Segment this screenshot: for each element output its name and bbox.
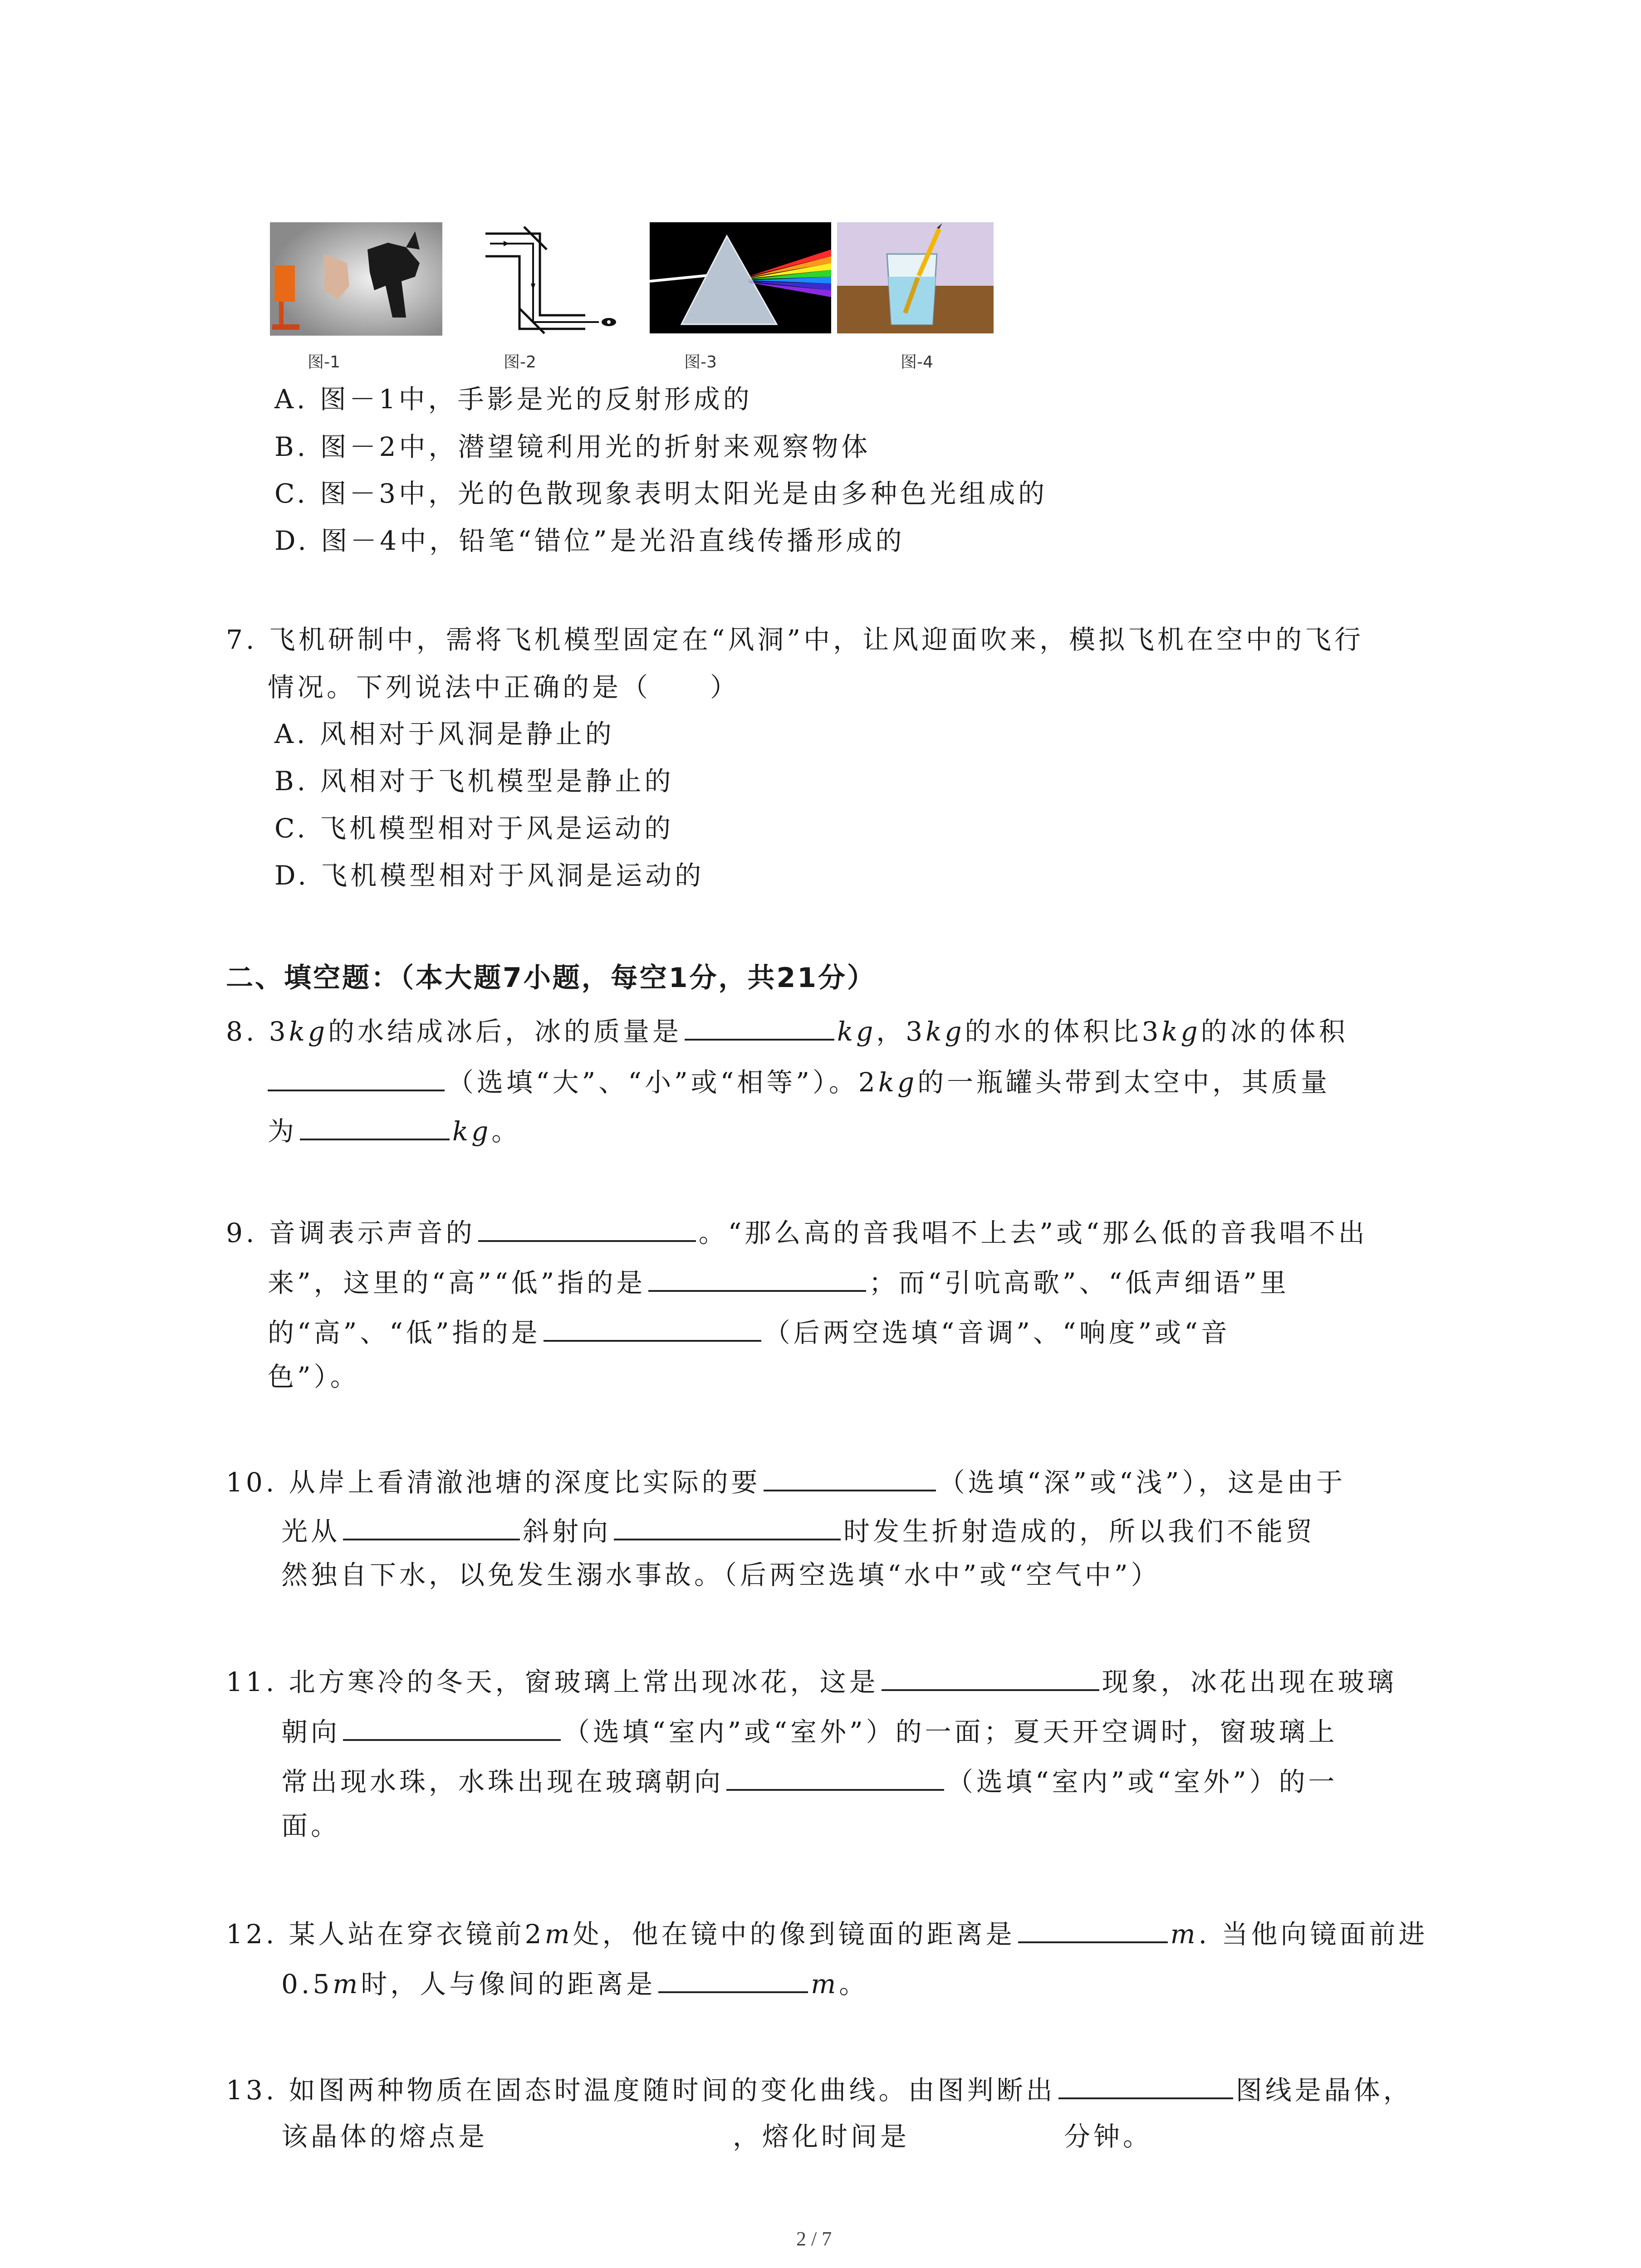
q9-line3: 的“高”、“低”指的是 （后两空选填“音调”、“响度”或“音 [268,1312,1230,1351]
q10-line1: 10. 从岸上看清澈池塘的深度比实际的要 （选填“深”或“浅”），这是由于 [226,1461,1346,1501]
figure-2-caption: 图-2 [504,353,536,371]
q11-blank-3[interactable] [726,1761,944,1791]
q9-blank-1[interactable] [478,1212,696,1242]
figure-1-hand-shadow [270,222,442,336]
q8-line2: （选填“大”、“小”或“相等”）。2kg的一瓶罐头带到太空中，其质量 [268,1061,1330,1100]
q10-line2: 光从 斜射向 时发生折射造成的，所以我们不能贸 [281,1510,1315,1549]
figure-3-caption: 图-3 [684,353,717,371]
q6-option-c: C. 图－3中，光的色散现象表明太阳光是由多种色光组成的 [274,478,1048,509]
q6-option-a: A. 图－1中，手影是光的反射形成的 [274,384,753,415]
q12-line2: 0.5m时，人与像间的距离是 m。 [281,1963,868,2002]
q8-blank-1[interactable] [685,1011,834,1041]
q10-blank-2[interactable] [343,1510,520,1540]
q6-option-d: D. 图－4中，铅笔“错位”是光沿直线传播形成的 [274,525,905,556]
q7-option-c: C. 飞机模型相对于风是运动的 [274,813,674,844]
q9-line4: 色”）。 [268,1361,360,1392]
q11-line4: 面。 [281,1810,341,1841]
figure-3-prism-dispersion [650,222,831,333]
figure-2-periscope [476,225,622,336]
q8-line1: 8. 3kg的水结成冰后，冰的质量是 kg，3kg的水的体积比3kg的冰的体积 [226,1011,1348,1050]
q10-blank-3[interactable] [614,1510,841,1540]
q7-stem-line2: 情况。下列说法中正确的是（ ） [268,672,740,703]
q13-blank-1[interactable] [1058,2069,1233,2099]
q13-line1: 13. 如图两种物质在固态时温度随时间的变化曲线。由图判断出 图线是晶体， [226,2069,1413,2108]
q9-blank-3[interactable] [544,1312,761,1342]
q8-blank-3[interactable] [300,1110,450,1140]
q12-blank-1[interactable] [1018,1913,1168,1943]
q7-option-d: D. 飞机模型相对于风洞是运动的 [274,860,705,891]
section-2-title: 二、填空题：（本大题7小题，每空1分，共21分） [226,962,876,994]
q7-stem-line1: 7. 飞机研制中，需将飞机模型固定在“风洞”中，让风迎面吹来，模拟飞机在空中的飞行 [226,624,1364,655]
figure-1-caption: 图-1 [308,353,340,371]
q12-line1: 12. 某人站在穿衣镜前2m处，他在镜中的像到镜面的距离是 m. 当他向镜面前进 [226,1913,1428,1952]
q9-line2: 来”，这里的“高”“低”指的是 ；而“引吭高歌”、“低声细语”里 [268,1262,1289,1301]
q7-option-b: B. 风相对于飞机模型是静止的 [274,766,674,797]
q13-line2: 该晶体的熔点是 ，熔化时间是 分钟。 [281,2121,1153,2152]
q11-line1: 11. 北方寒冷的冬天，窗玻璃上常出现冰花，这是 现象，冰花出现在玻璃 [226,1661,1397,1700]
q9-line1: 9. 音调表示声音的 。“那么高的音我唱不上去”或“那么低的音我唱不出 [226,1212,1368,1251]
figure-4-caption: 图-4 [901,353,933,371]
q8-line3: 为 kg。 [268,1110,521,1149]
q11-blank-1[interactable] [882,1661,1099,1691]
figure-4-pencil-in-glass [837,222,994,333]
q11-blank-2[interactable] [343,1711,561,1741]
q6-option-b: B. 图－2中，潜望镜利用光的折射来观察物体 [274,431,871,462]
q10-line3: 然独自下水，以免发生溺水事故。（后两空选填“水中”或“空气中”） [281,1559,1161,1590]
q10-blank-1[interactable] [764,1461,936,1491]
q9-blank-2[interactable] [648,1262,866,1292]
q7-option-a: A. 风相对于风洞是静止的 [274,719,615,749]
q11-line2: 朝向 （选填“室内”或“室外”）的一面；夏天开空调时，窗玻璃上 [281,1711,1338,1750]
q11-line3: 常出现水珠，水珠出现在玻璃朝向 （选填“室内”或“室外”）的一 [281,1761,1338,1800]
q8-blank-2[interactable] [268,1061,445,1091]
q12-blank-2[interactable] [658,1963,808,1993]
page-number: 2 / 7 [796,2228,832,2250]
